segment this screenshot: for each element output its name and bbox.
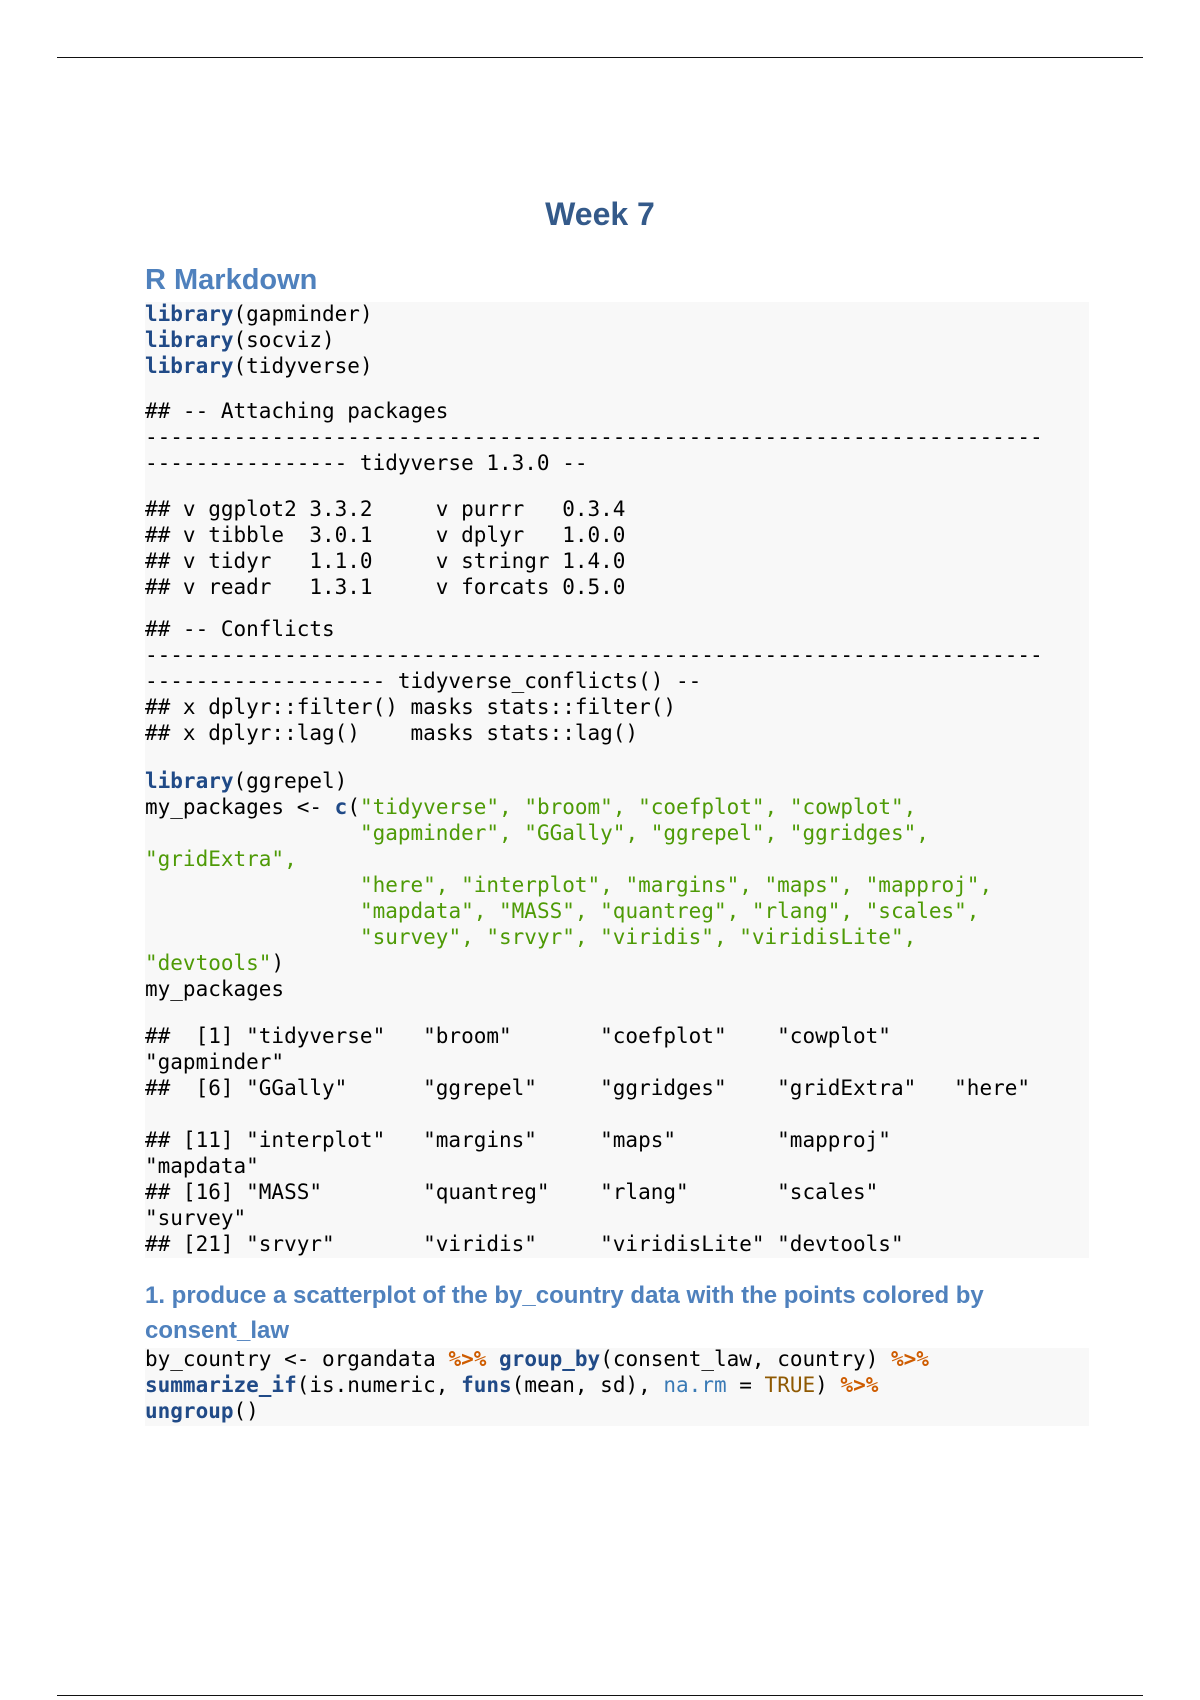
output-line: ## x dplyr::filter() masks stats::filter() bbox=[145, 695, 677, 719]
code-keyword: library bbox=[145, 302, 234, 326]
page-title: Week 7 bbox=[545, 196, 655, 232]
code-text: my_packages bbox=[145, 977, 285, 1001]
output-line: ----------------------------------------------------------------------- bbox=[145, 643, 1043, 667]
question-heading: 1. produce a scatterplot of the by_country data with the points colored by consent_law bbox=[145, 1282, 984, 1344]
code-string: "tidyverse", "broom", "coefplot", "cowplot", bbox=[359, 795, 917, 819]
code-keyword: library bbox=[145, 328, 234, 352]
output-line: ## [11] "interplot" "margins" "maps" "mapproj" bbox=[145, 1128, 891, 1152]
output-line: ## -- Conflicts bbox=[145, 617, 335, 641]
code-text: ) bbox=[815, 1373, 841, 1397]
code-constant: TRUE bbox=[764, 1373, 816, 1397]
code-function: ungroup bbox=[145, 1399, 234, 1423]
output-conflicts bbox=[145, 616, 1043, 746]
output-line: "mapdata" bbox=[145, 1154, 259, 1178]
section-heading: R Markdown bbox=[145, 264, 318, 296]
code-text: (tidyverse) bbox=[233, 354, 373, 378]
code-text: (ggrepel) bbox=[233, 769, 348, 793]
code-indent bbox=[145, 821, 360, 845]
code-string: "here", "interplot", "margins", "maps", "mapproj", bbox=[359, 873, 993, 897]
code-string: "mapdata", "MASS", "quantreg", "rlang", "scales", bbox=[359, 899, 980, 923]
output-line: ## v readr 1.3.1 v forcats 0.5.0 bbox=[145, 575, 626, 599]
output-line: ## -- Attaching packages bbox=[145, 399, 449, 423]
code-indent bbox=[145, 873, 360, 897]
code-argument: na.rm bbox=[663, 1373, 727, 1397]
code-chunk-packages bbox=[145, 768, 992, 1002]
output-package-vector bbox=[145, 1023, 1030, 1257]
output-attaching bbox=[145, 398, 1043, 476]
code-chunk-libraries bbox=[145, 301, 373, 379]
top-rule bbox=[57, 57, 1143, 58]
code-function: summarize_if bbox=[145, 1373, 297, 1397]
output-line: "survey" bbox=[145, 1206, 247, 1230]
code-text: () bbox=[233, 1399, 259, 1423]
output-line: ## [6] "GGally" "ggrepel" "ggridges" "gridExtra" "here" bbox=[145, 1076, 1031, 1100]
code-function: group_by bbox=[499, 1347, 601, 1371]
output-line: ## v tidyr 1.1.0 v stringr 1.4.0 bbox=[145, 549, 626, 573]
code-function: funs bbox=[461, 1373, 512, 1397]
output-line: ## x dplyr::lag() masks stats::lag() bbox=[145, 721, 639, 745]
code-text: by_country <- organdata bbox=[145, 1347, 449, 1371]
code-text: ) bbox=[271, 951, 285, 975]
code-keyword: library bbox=[145, 769, 234, 793]
code-keyword: library bbox=[145, 354, 234, 378]
code-text: ( bbox=[347, 795, 360, 819]
output-line: ------------------- tidyverse_conflicts() -- bbox=[145, 669, 702, 693]
output-line: ## v ggplot2 3.3.2 v purrr 0.3.4 bbox=[145, 497, 626, 521]
code-string: "survey", "srvyr", "viridis", "viridisLite", bbox=[359, 925, 917, 949]
code-chunk-by-country bbox=[145, 1346, 929, 1424]
code-indent bbox=[145, 925, 360, 949]
code-string: "gapminder", "GGally", "ggrepel", "ggridges", bbox=[359, 821, 929, 845]
output-line: ## [1] "tidyverse" "broom" "coefplot" "cowplot" bbox=[145, 1024, 891, 1048]
pipe-operator: %>% bbox=[840, 1373, 879, 1397]
code-indent bbox=[145, 899, 360, 923]
code-text: (is.numeric, bbox=[296, 1373, 462, 1397]
output-line: ## v tibble 3.0.1 v dplyr 1.0.0 bbox=[145, 523, 626, 547]
code-text: (mean, sd), bbox=[511, 1373, 664, 1397]
output-line: "gapminder" bbox=[145, 1050, 285, 1074]
output-line: ## [16] "MASS" "quantreg" "rlang" "scales" bbox=[145, 1180, 879, 1204]
code-text: my_packages <- bbox=[145, 795, 335, 819]
code-text: (socviz) bbox=[233, 328, 335, 352]
code-text: = bbox=[726, 1373, 765, 1397]
output-package-versions bbox=[145, 496, 625, 600]
bottom-rule bbox=[57, 1695, 1143, 1696]
code-text: (gapminder) bbox=[233, 302, 373, 326]
output-line: ----------------------------------------------------------------------- bbox=[145, 425, 1043, 449]
code-text: (consent_law, country) bbox=[600, 1347, 891, 1371]
output-line: ---------------- tidyverse 1.3.0 -- bbox=[145, 451, 588, 475]
pipe-operator: %>% bbox=[448, 1347, 487, 1371]
code-keyword: c bbox=[334, 795, 348, 819]
code-string: "devtools" bbox=[145, 951, 272, 975]
code-string: "gridExtra", bbox=[145, 847, 297, 871]
pipe-operator: %>% bbox=[890, 1347, 929, 1371]
output-line: ## [21] "srvyr" "viridis" "viridisLite" "devtools" bbox=[145, 1232, 904, 1256]
